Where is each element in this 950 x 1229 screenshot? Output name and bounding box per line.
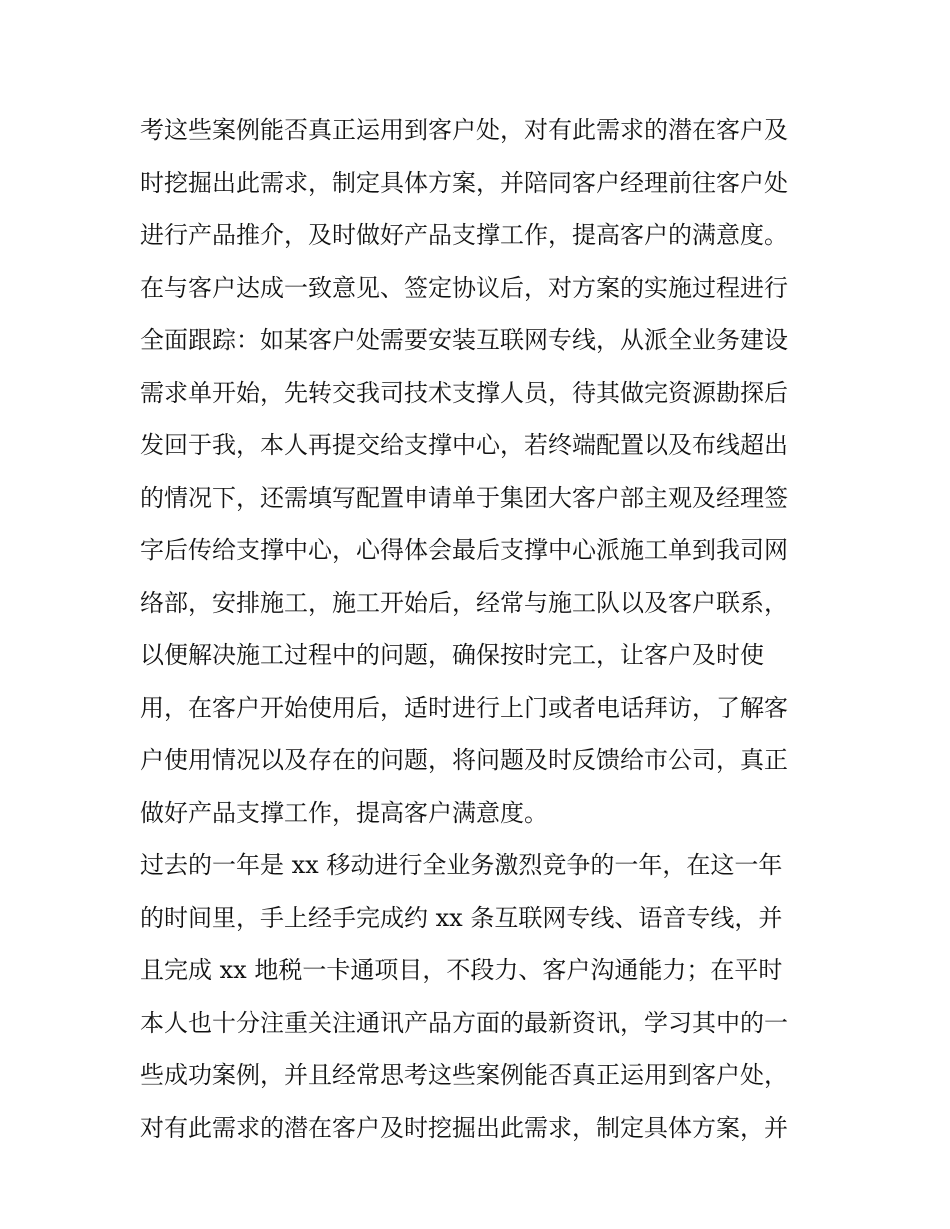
text-line: 在与客户达成一致意见、签定协议后，对方案的实施过程进行: [140, 273, 788, 302]
text-line: 时挖掘出此需求，制定具体方案，并陪同客户经理前往客户处: [140, 168, 788, 197]
text-line: 络部，安排施工，施工开始后，经常与施工队以及客户联系，: [140, 588, 788, 617]
text-line: 字后传给支撑中心，心得体会最后支撑中心派施工单到我司网: [140, 536, 788, 564]
text-line: 过去的一年是 xx 移动进行全业务激烈竞争的一年，在这一年: [140, 851, 783, 879]
text-line: 做好产品支撑工作，提高客户满意度。: [140, 798, 548, 827]
text-line: 户使用情况以及存在的问题，将问题及时反馈给市公司，真正: [140, 746, 788, 774]
text-line: 全面跟踪：如某客户处需要安装互联网专线，从派全业务建设: [140, 326, 788, 354]
text-line: 考这些案例能否真正运用到客户处，对有此需求的潜在客户及: [140, 116, 788, 144]
text-line: 进行产品推介，及时做好产品支撑工作，提高客户的满意度。: [140, 221, 788, 249]
body-text: [140, 104, 830, 1154]
text-line: 且完成 xx 地税一卡通项目，不段力、客户沟通能力；在平时: [140, 956, 783, 984]
text-line: 的时间里，手上经手完成约 xx 条互联网专线、语音专线，并: [140, 903, 783, 932]
text-line: 以便解决施工过程中的问题，确保按时完工，让客户及时使: [140, 641, 764, 669]
text-line: 对有此需求的潜在客户及时挖掘出此需求，制定具体方案，并: [140, 1113, 788, 1142]
text-line: 发回于我，本人再提交给支撑中心，若终端配置以及布线超出: [140, 431, 788, 459]
text-line: 用，在客户开始使用后，适时进行上门或者电话拜访，了解客: [140, 693, 788, 722]
text-line: 些成功案例，并且经常思考这些案例能否真正运用到客户处，: [140, 1061, 788, 1089]
text-line: 的情况下，还需填写配置申请单于集团大客户部主观及经理签: [140, 483, 788, 512]
text-line: 需求单开始，先转交我司技术支撑人员，待其做完资源勘探后: [140, 378, 788, 407]
text-line: 本人也十分注重关注通讯产品方面的最新资讯，学习其中的一: [140, 1008, 788, 1037]
